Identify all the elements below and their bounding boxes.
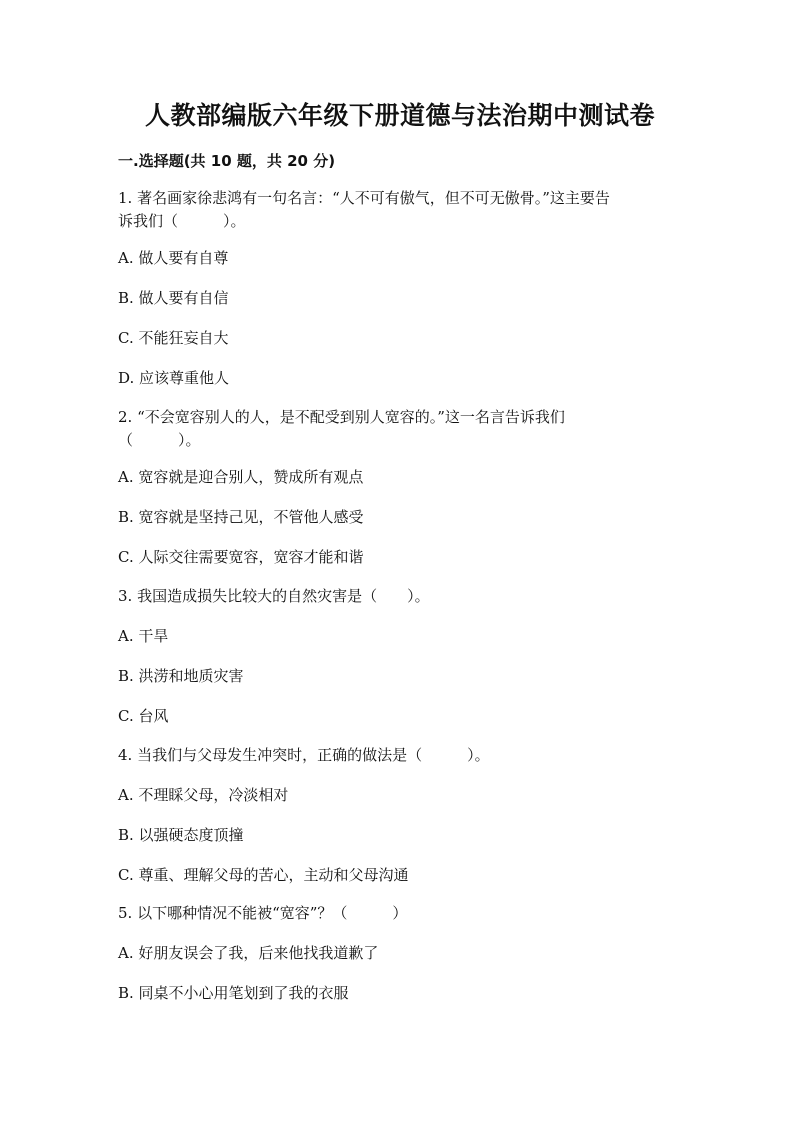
question-1-option-d: D. 应该尊重他人: [118, 369, 230, 387]
exam-title: 人教部编版六年级下册道德与法治期中测试卷: [144, 101, 655, 130]
question-4-option-c: C. 尊重、理解父母的苦心，主动和父母沟通: [118, 866, 409, 884]
question-5-option-b: B. 同桌不小心用笔划到了我的衣服: [118, 984, 349, 1002]
question-1-stem-line-2: 诉我们（ ）。: [118, 212, 246, 230]
question-5-stem: 5. 以下哪种情况不能被“宽容”？（ ）: [118, 904, 408, 922]
question-1-stem-line-1: 1. 著名画家徐悲鸿有一句名言：“人不可有傲气，但不可无傲骨。”这主要告: [118, 189, 610, 207]
section-heading: 一.选择题(共 10 题，共 20 分): [118, 152, 336, 170]
question-2-option-b: B. 宽容就是坚持己见，不管他人感受: [118, 508, 364, 526]
question-4-stem: 4. 当我们与父母发生冲突时，正确的做法是（ ）。: [118, 746, 490, 764]
question-3-option-a: A. 干旱: [118, 627, 169, 645]
question-3-option-c: C. 台风: [118, 707, 169, 725]
question-5-option-a: A. 好朋友误会了我，后来他找我道歉了: [118, 944, 379, 962]
question-2-stem-line-2: （ ）。: [118, 431, 201, 449]
question-2-option-c: C. 人际交往需要宽容，宽容才能和谐: [118, 548, 364, 566]
question-3-option-b: B. 洪涝和地质灾害: [118, 667, 244, 685]
question-2-stem-line-1: 2. “不会宽容别人的人，是不配受到别人宽容的。”这一名言告诉我们: [118, 408, 565, 426]
question-4-option-a: A. 不理睬父母，冷淡相对: [118, 786, 289, 804]
question-1-option-a: A. 做人要有自尊: [118, 249, 229, 267]
question-3-stem: 3. 我国造成损失比较大的自然灾害是（ ）。: [118, 587, 430, 605]
question-1-option-c: C. 不能狂妄自大: [118, 329, 229, 347]
question-2-option-a: A. 宽容就是迎合别人，赞成所有观点: [118, 468, 364, 486]
question-4-option-b: B. 以强硬态度顶撞: [118, 826, 244, 844]
question-1-option-b: B. 做人要有自信: [118, 289, 229, 307]
